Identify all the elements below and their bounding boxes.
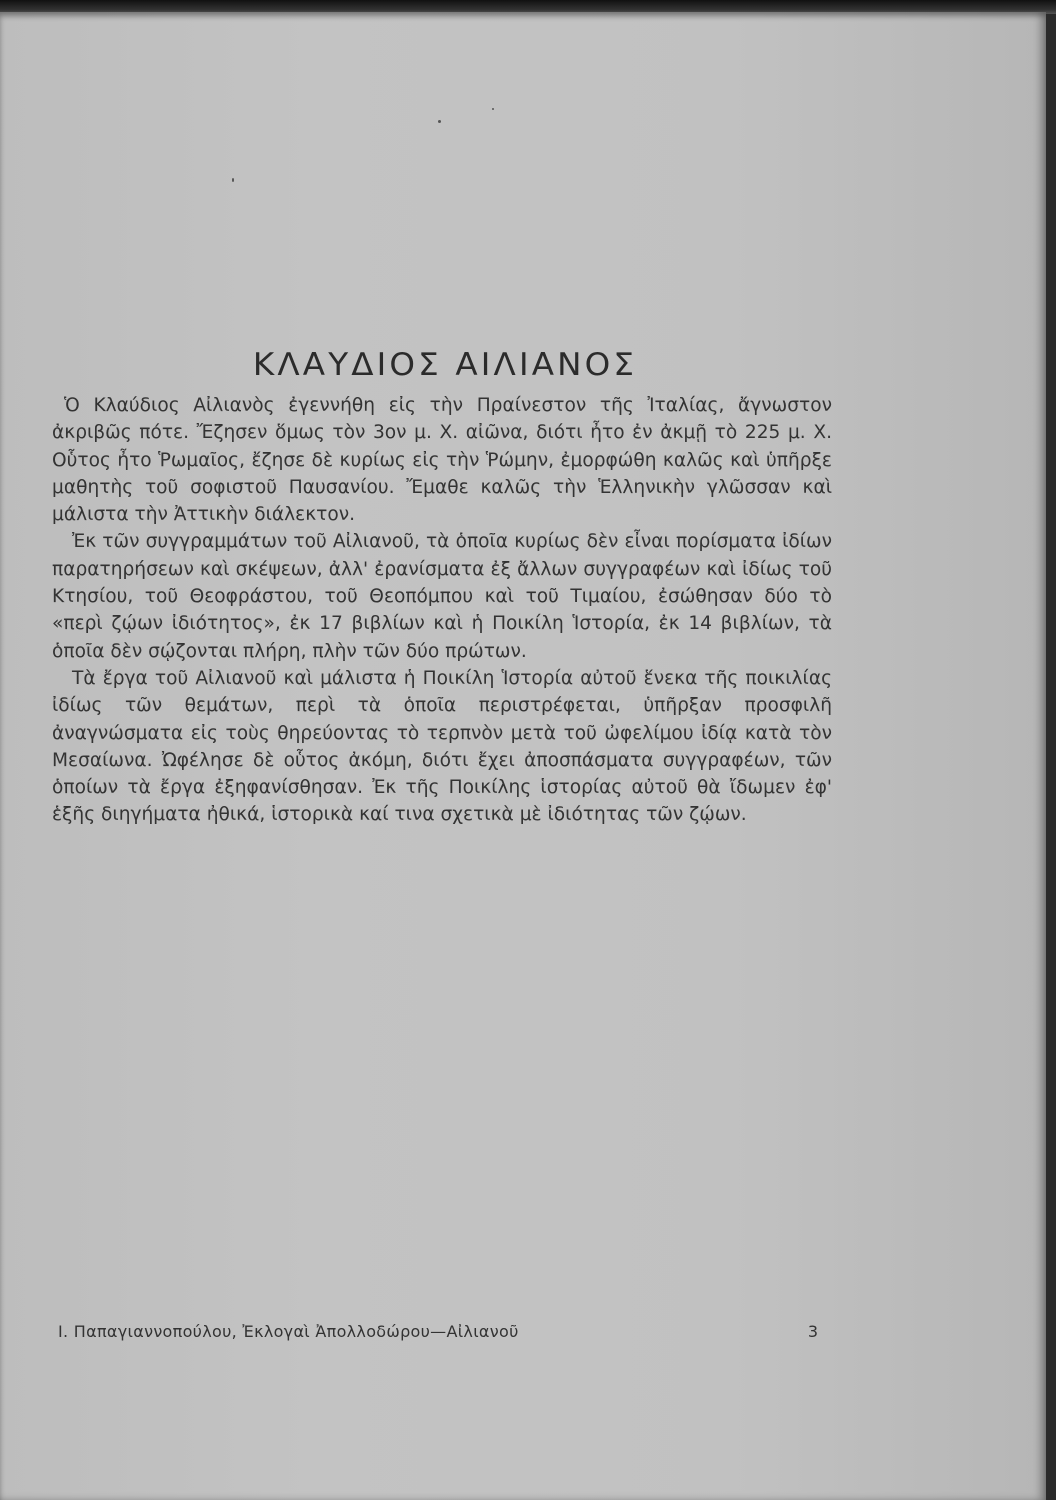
paragraph-works: Ἐκ τῶν συγγραμμάτων τοῦ Αἰλιανοῦ, τὰ ὁποῖα κυρίως δὲν εἶναι πορίσματα ἰδίων παρατηρήσεων καὶ σκέψεων, ἀλλ' ἐρανίσματα ἐξ ἄλλων συγγραφέων καὶ ἰδίως τοῦ Κτησίου, τοῦ Θεοφράστου, τοῦ Θεοπόμπου καὶ τοῦ Τιμαίου, ἐσώθησαν δύο τὸ «περὶ ζῴων ἰδιότητος», ἐκ 17 βιβλίων καὶ ἡ Ποικίλη Ἱστορία, ἐκ 14 βιβλίων, τὰ ὁποῖα δὲν σῴζονται πλήρη, πλὴν τῶν δύο πρώτων. (52, 531, 832, 662)
body-text (52, 392, 832, 829)
footer-reference: Ι. Παπαγιαννοπούλου, Ἐκλογαὶ Ἀπολλοδώρου—Αἰλιανοῦ (58, 1322, 519, 1341)
paper-speck (232, 178, 234, 182)
page-title: ΚΛΑΥΔΙΟΣ ΑΙΛΙΑΝΟΣ (252, 346, 638, 383)
page-footer (58, 1322, 818, 1341)
paper-speck (492, 108, 494, 110)
paragraph-influence: Τὰ ἔργα τοῦ Αἰλιανοῦ καὶ μάλιστα ἡ Ποικίλη Ἱστορία αὐτοῦ ἕνεκα τῆς ποικιλίας ἰδίως τῶν θεμάτων, περὶ τὰ ὁποῖα περιστρέφεται, ὑπῆρξαν προσφιλῆ ἀναγνώσματα εἰς τοὺς θηρεύοντας τὸ τερπνὸν μετὰ τοῦ ὠφελίμου ἰδίᾳ κατὰ τὸν Μεσαίωνα. Ὠφέλησε δὲ οὗτος ἀκόμη, διότι ἔχει ἀποσπάσματα συγγραφέων, τῶν ὁποίων τὰ ἔργα ἐξηφανίσθησαν. Ἐκ τῆς Ποικίλης ἱστορίας αὐτοῦ θὰ ἴδωμεν ἐφ' ἑξῆς διηγήματα ἠθικά, ἱστορικὰ καί τινα σχετικὰ μὲ ἰδιότητας τῶν ζῴων. (52, 667, 832, 826)
paragraph-biography: Ὁ Κλαύδιος Αἰλιανὸς ἐγεννήθη εἰς τὴν Πραίνεστον τῆς Ἰταλίας, ἄγνωστον ἀκριβῶς πότε. Ἔζησεν ὅμως τὸν 3ον μ. Χ. αἰῶνα, διότι ἦτο ἐν ἀκμῇ τὸ 225 μ. Χ. Οὗτος ἦτο Ῥωμαῖος, ἔζησε δὲ κυρίως εἰς τὴν Ῥώμην, ἐμορφώθη καλῶς καὶ ὑπῆρξε μαθητὴς τοῦ σοφιστοῦ Παυσανίου. Ἔμαθε καλῶς τὴν Ἑλληνικὴν γλῶσσαν καὶ μάλιστα τὴν Ἀττικὴν διάλεκτον. (52, 395, 832, 526)
page-number: 3 (807, 1322, 818, 1341)
paper-speck (438, 120, 441, 123)
